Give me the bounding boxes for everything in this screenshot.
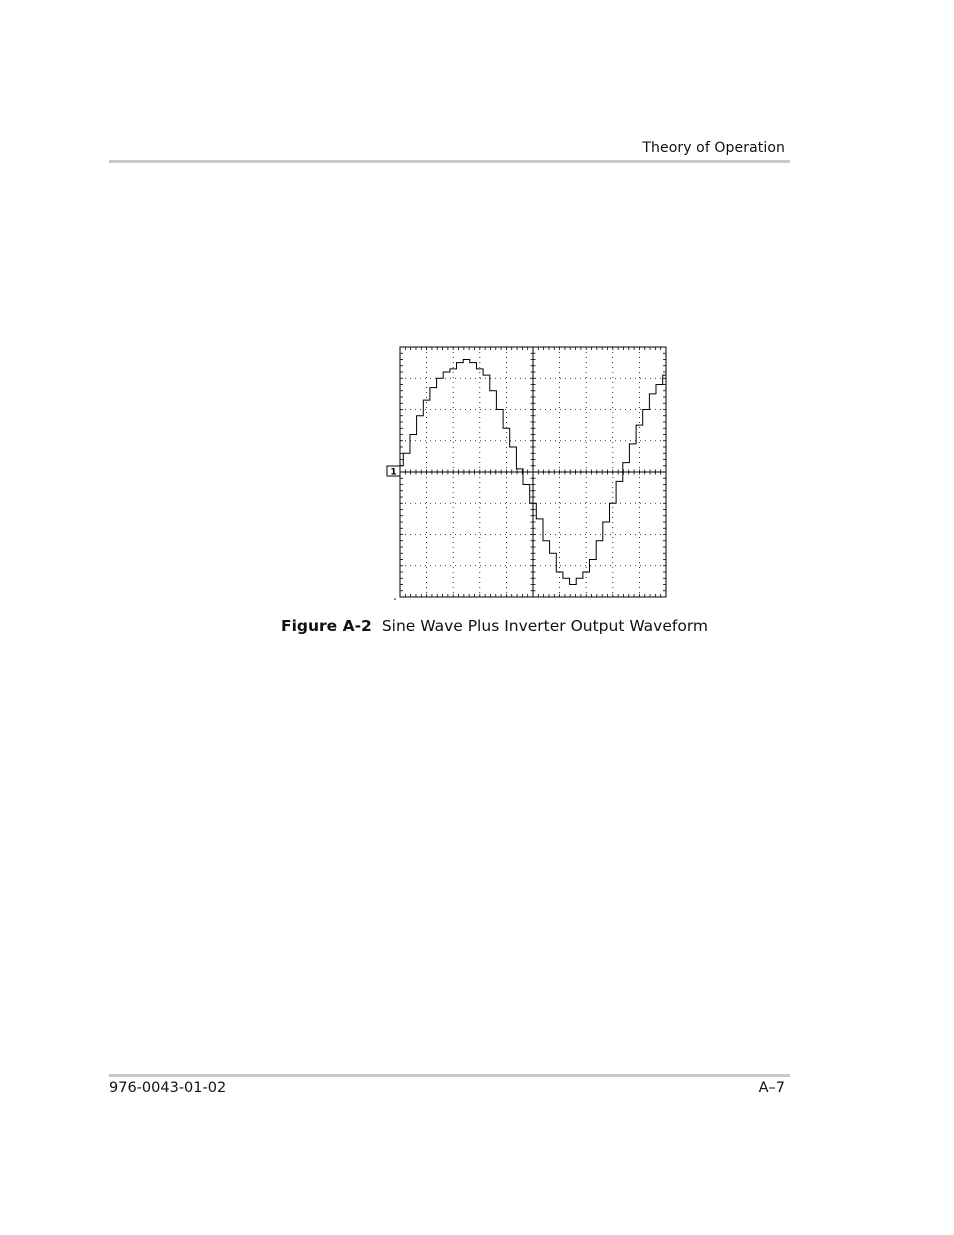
ground-marker-label: 1 [390, 467, 397, 478]
oscilloscope-chart [385, 343, 670, 603]
figure-caption [281, 617, 708, 635]
document-number: 976-0043-01-02 [109, 1080, 227, 1096]
page-number: A–7 [758, 1080, 785, 1096]
figure-label: Figure A-2 [281, 617, 372, 635]
figure-title: Sine Wave Plus Inverter Output Waveform [381, 617, 709, 635]
header-rule [109, 160, 790, 163]
footer-rule [109, 1074, 790, 1077]
stray-dot [394, 598, 396, 600]
running-head: Theory of Operation [642, 140, 785, 156]
